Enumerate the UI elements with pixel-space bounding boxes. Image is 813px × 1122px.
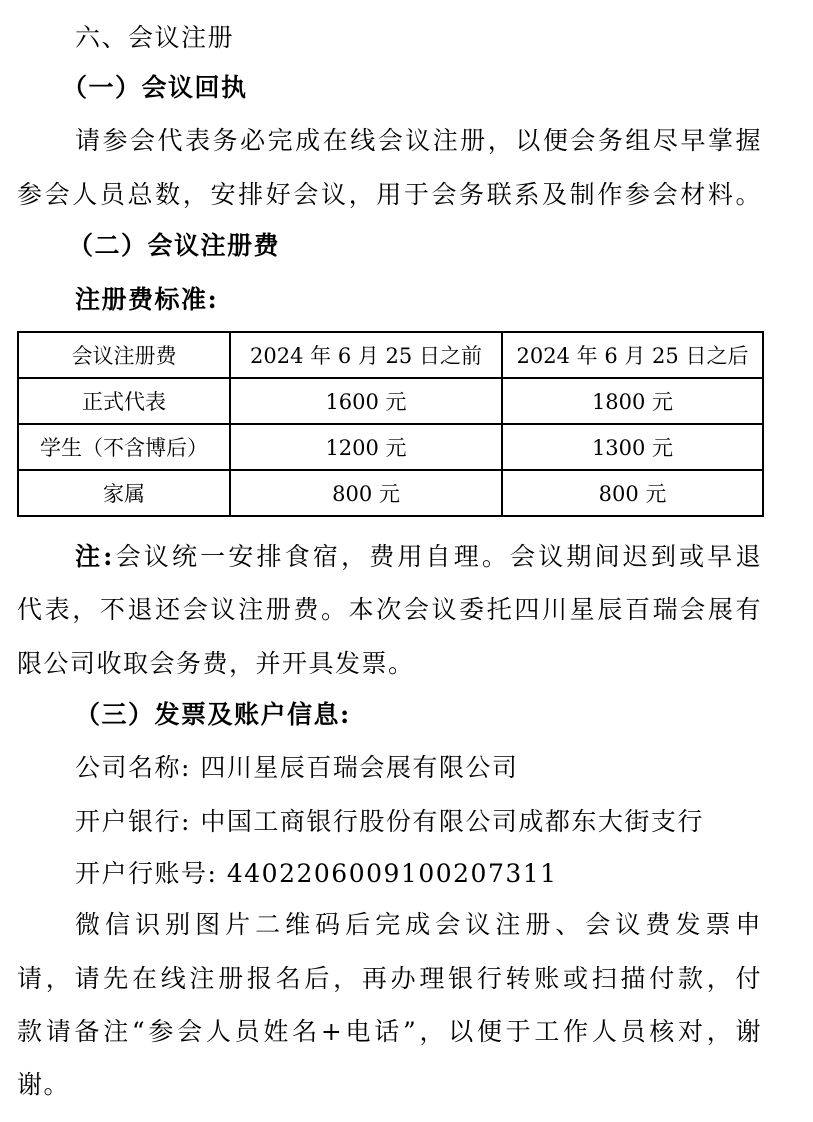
table-cell: 1800 元 [502, 378, 763, 424]
table-header-cell: 2024 年 6 月 25 日之后 [502, 332, 763, 378]
account-number-line: 开户行账号: 4402206009100207311 [75, 859, 558, 888]
table-cell: 学生（不含博后） [18, 424, 230, 470]
receipt-paragraph-line-2: 参会人员总数，安排好会议，用于会务联系及制作参会材料。 [17, 180, 762, 209]
wechat-paragraph-line-1: 微信识别图片二维码后完成会议注册、会议费发票申 [75, 910, 762, 939]
table-cell: 800 元 [230, 470, 502, 516]
company-name-line: 公司名称: 四川星辰百瑞会展有限公司 [75, 753, 519, 782]
wechat-paragraph-line-3: 款请备注“参会人员姓名+电话”，以便于工作人员核对，谢 [17, 1017, 762, 1046]
receipt-paragraph-line-1: 请参会代表务必完成在线会议注册，以便会务组尽早掌握 [75, 126, 762, 155]
table-row [18, 378, 763, 424]
fee-standard-label: 注册费标准: [75, 285, 219, 314]
subsection-title-receipt: （一）会议回执 [62, 73, 248, 102]
table-cell: 家属 [18, 470, 230, 516]
section-title: 六、会议注册 [75, 23, 235, 52]
note-text: 会议统一安排食宿，费用自理。会议期间迟到或早退 [113, 542, 762, 571]
subsection-title-invoice: （三）发票及账户信息: [75, 700, 351, 729]
subsection-title-fee: （二）会议注册费 [68, 231, 281, 260]
note-line-1 [75, 541, 762, 573]
note-line-3: 限公司收取会务费，并开具发票。 [17, 649, 415, 678]
table-cell: 1600 元 [230, 378, 502, 424]
table-row [18, 424, 763, 470]
table-cell: 1200 元 [230, 424, 502, 470]
wechat-paragraph-line-4: 谢。 [17, 1070, 71, 1099]
table-cell: 1300 元 [502, 424, 763, 470]
fee-table [17, 331, 764, 517]
table-header-cell: 会议注册费 [18, 332, 230, 378]
note-line-2: 代表，不退还会议注册费。本次会议委托四川星辰百瑞会展有 [17, 595, 762, 624]
note-label: 注: [75, 542, 114, 571]
table-cell: 正式代表 [18, 378, 230, 424]
bank-name-line: 开户银行: 中国工商银行股份有限公司成都东大街支行 [75, 807, 704, 836]
wechat-paragraph-line-2: 请，请先在线注册报名后，再办理银行转账或扫描付款，付 [17, 964, 762, 993]
table-header-cell: 2024 年 6 月 25 日之前 [230, 332, 502, 378]
table-header-row [18, 332, 763, 378]
table-cell: 800 元 [502, 470, 763, 516]
table-row [18, 470, 763, 516]
